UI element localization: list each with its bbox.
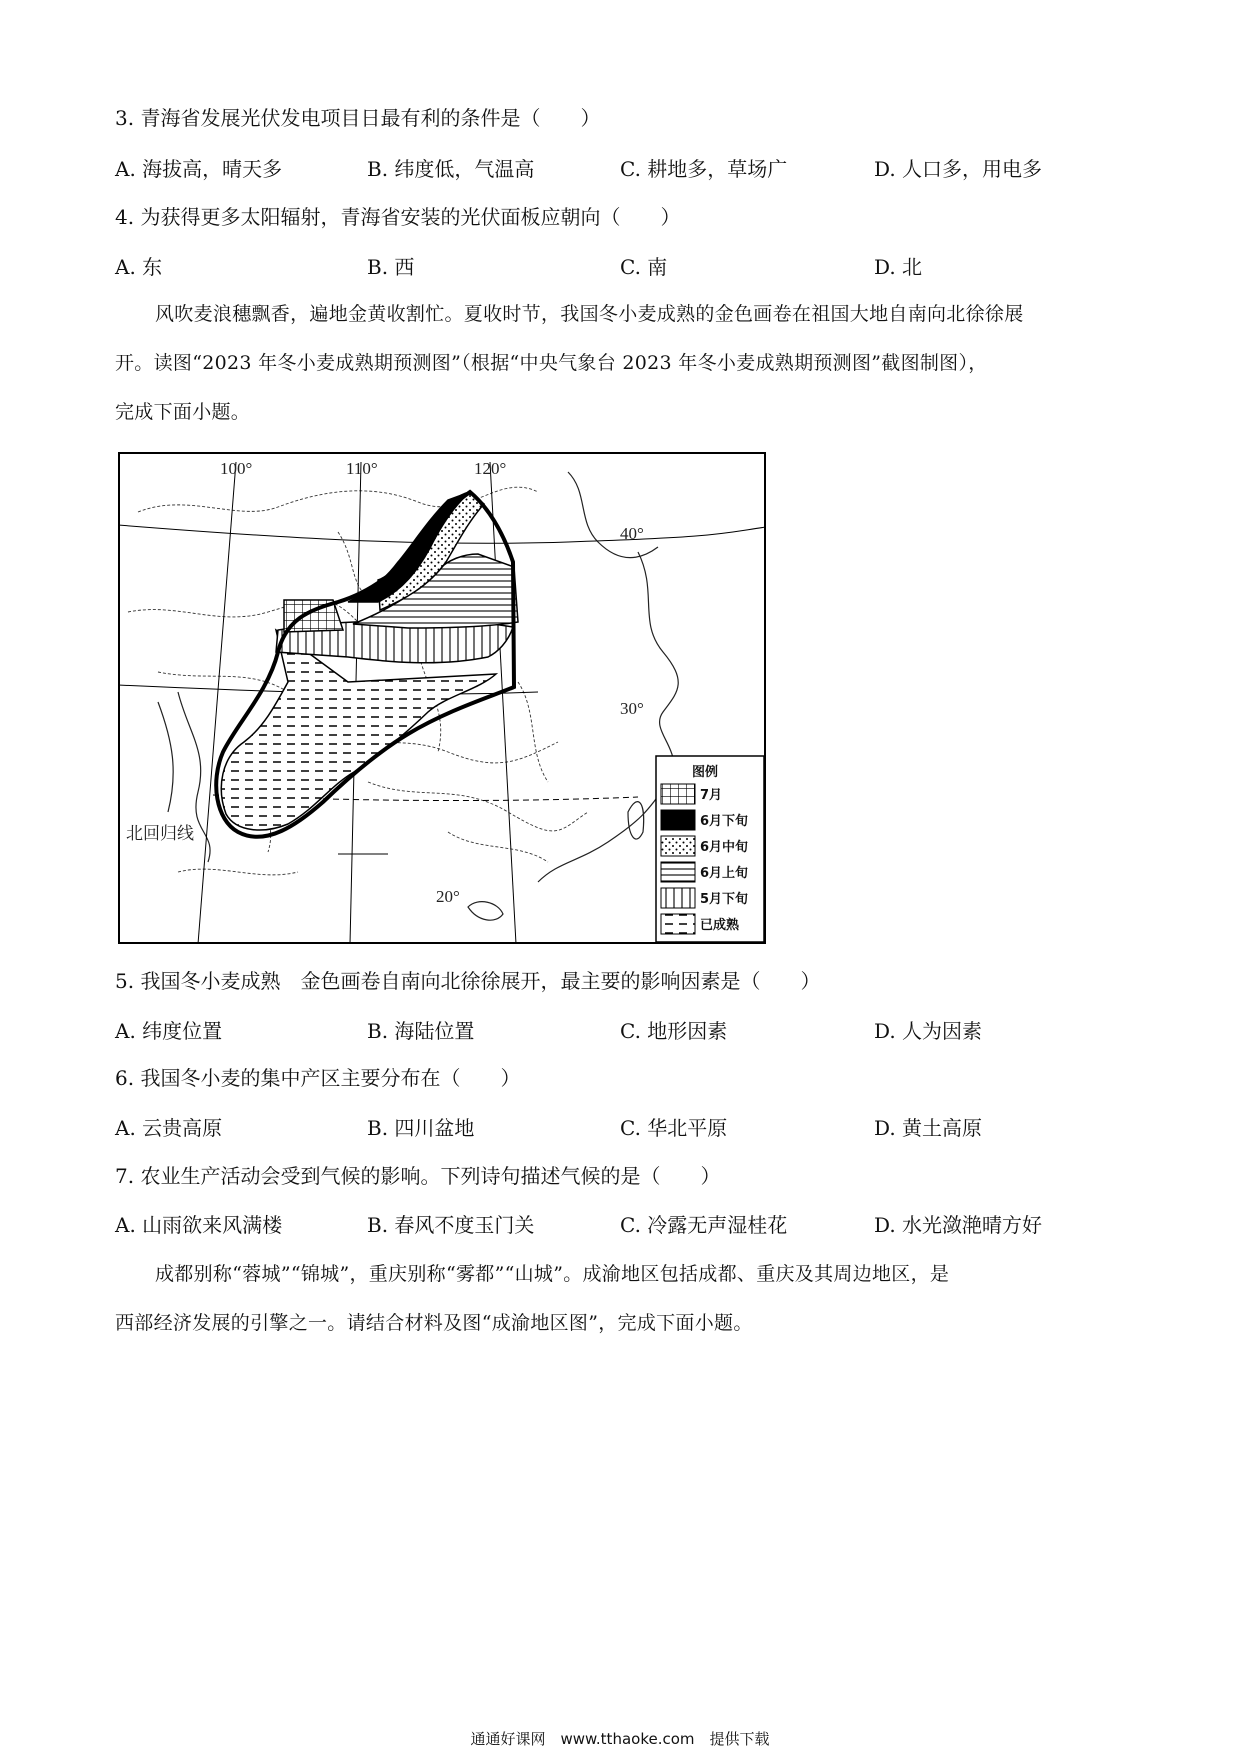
question-6-option-d[interactable]: D. 黄土高原 [874, 1116, 983, 1140]
question-5-option-d[interactable]: D. 人为因素 [874, 1019, 983, 1043]
lon-label-100: 100° [220, 459, 253, 478]
question-4-stem: 4. 为获得更多太阳辐射，青海省安装的光伏面板应朝向（ ） [115, 205, 681, 229]
legend-title: 图例 [692, 765, 719, 780]
tropic-of-cancer-label: 北回归线 [126, 824, 194, 843]
question-3-option-c[interactable]: C. 耕地多，草场广 [620, 157, 788, 181]
lat-label-40: 40° [620, 524, 644, 543]
legend-label-june-mid: 6月中旬 [700, 840, 749, 855]
question-3-option-a[interactable]: A. 海拔高，晴天多 [115, 157, 283, 181]
question-4-option-a[interactable]: A. 东 [115, 255, 163, 279]
question-3-option-b[interactable]: B. 纬度低，气温高 [367, 157, 535, 181]
question-6-option-b[interactable]: B. 四川盆地 [367, 1116, 475, 1140]
question-3-stem: 3. 青海省发展光伏发电项目日最有利的条件是（ ） [115, 106, 601, 130]
question-7-option-b[interactable]: B. 春风不度玉门关 [367, 1213, 535, 1237]
lon-label-120: 120° [474, 459, 507, 478]
legend-swatch-june-early [661, 862, 695, 882]
intro-paragraph-2-line-1: 成都别称“蓉城”“锦城”，重庆别称“雾都”“山城”。成渝地区包括成都、重庆及其周边地区，是 [155, 1263, 950, 1285]
question-6-stem: 6. 我国冬小麦的集中产区主要分布在（ ） [115, 1066, 521, 1090]
wheat-maturity-map [118, 452, 766, 944]
question-5-option-a[interactable]: A. 纬度位置 [115, 1019, 223, 1043]
map-legend [656, 756, 764, 942]
intro-paragraph-1-line-1: 风吹麦浪穗飘香，遍地金黄收割忙。夏收时节，我国冬小麦成熟的金色画卷在祖国大地自南向北徐徐展 [155, 303, 1024, 325]
question-7-option-c[interactable]: C. 冷露无声湿桂花 [620, 1213, 788, 1237]
question-7-option-d[interactable]: D. 水光潋滟晴方好 [874, 1213, 1043, 1237]
question-5-stem: 5. 我国冬小麦成熟 金色画卷自南向北徐徐展开，最主要的影响因素是（ ） [115, 969, 821, 993]
page-footer: 通通好课网 www.tthaoke.com 提供下载 [470, 1730, 770, 1748]
legend-label-may-late: 5月下旬 [700, 892, 749, 907]
legend-swatch-already-ripe [661, 914, 695, 934]
question-4-option-b[interactable]: B. 西 [367, 255, 415, 279]
question-4-option-c[interactable]: C. 南 [620, 255, 668, 279]
question-6-option-c[interactable]: C. 华北平原 [620, 1116, 728, 1140]
question-5-option-b[interactable]: B. 海陆位置 [367, 1019, 475, 1043]
intro-paragraph-1-line-3: 完成下面小题。 [115, 401, 251, 423]
question-4-option-d[interactable]: D. 北 [874, 255, 923, 279]
legend-label-june-early: 6月上旬 [700, 866, 749, 881]
question-7-stem: 7. 农业生产活动会受到气候的影响。下列诗句描述气候的是（ ） [115, 1164, 721, 1188]
legend-label-already-ripe: 已成熟 [700, 918, 740, 933]
question-7-option-a[interactable]: A. 山雨欲来风满楼 [115, 1213, 283, 1237]
legend-swatch-june-late [661, 810, 695, 830]
legend-swatch-june-mid [661, 836, 695, 856]
intro-paragraph-1-line-2: 开。读图“2023 年冬小麦成熟期预测图”（根据“中央气象台 2023 年冬小麦成熟期预测图”截图制图）， [115, 352, 988, 374]
question-3-option-d[interactable]: D. 人口多，用电多 [874, 157, 1043, 181]
intro-paragraph-2-line-2: 西部经济发展的引擎之一。请结合材料及图“成渝地区图”，完成下面小题。 [115, 1312, 753, 1334]
lon-label-110: 110° [346, 459, 378, 478]
question-6-option-a[interactable]: A. 云贵高原 [115, 1116, 223, 1140]
question-5-option-c[interactable]: C. 地形因素 [620, 1019, 728, 1043]
legend-label-july: 7月 [700, 788, 723, 803]
legend-label-june-late: 6月下旬 [700, 814, 749, 829]
legend-swatch-may-late [661, 888, 695, 908]
lat-label-20: 20° [436, 887, 460, 906]
lat-label-30: 30° [620, 699, 644, 718]
legend-swatch-july [661, 784, 695, 804]
